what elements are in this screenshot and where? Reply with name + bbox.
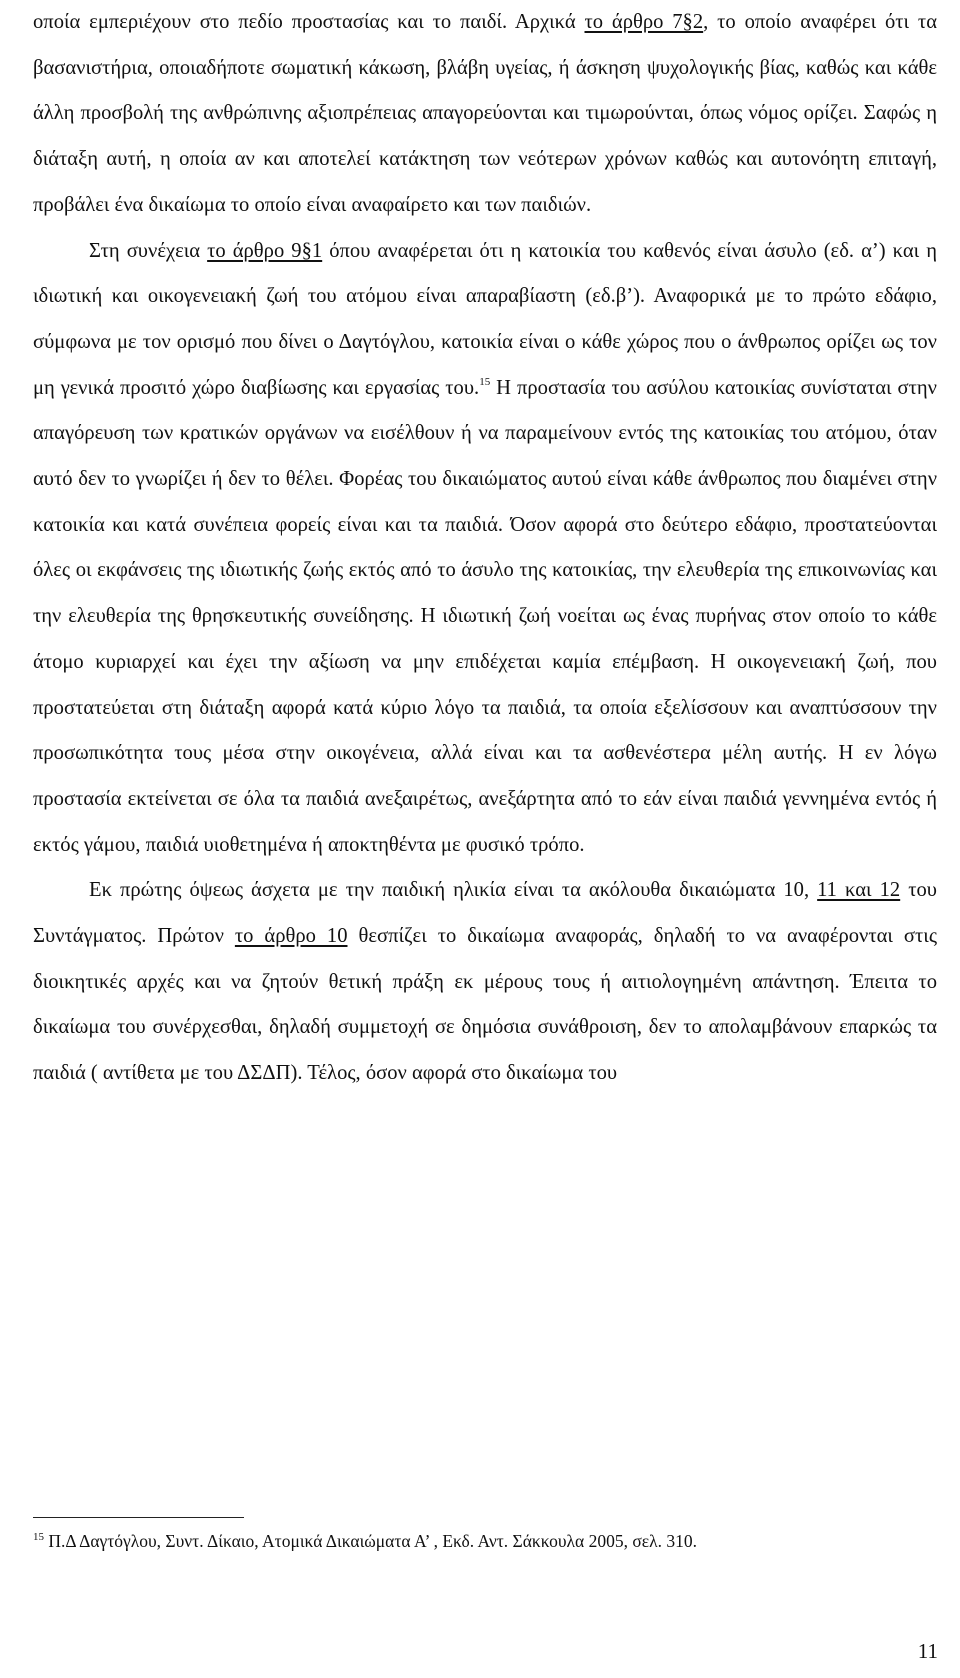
article-reference: 11 και 12	[817, 879, 901, 902]
paragraph-2	[33, 229, 937, 869]
footnote	[33, 1530, 937, 1552]
paragraph-1	[33, 0, 937, 229]
paragraph-3	[33, 868, 937, 1097]
body-text	[33, 0, 937, 1097]
footnote-reference: 15	[479, 375, 491, 388]
text-run: Στη συνέχεια	[89, 239, 208, 262]
page-number: 11	[917, 1639, 938, 1663]
text-run: Εκ πρώτης όψεως άσχετα με την παιδική ηλικία είναι τα ακόλουθα δικαιώματα 10,	[89, 879, 818, 902]
text-run: θεσπίζει το δικαίωμα αναφοράς, δηλαδή το να αναφέρονται στις διοικητικές αρχές και να ζητούν θετική πράξη εκ μέρους τους ή αιτιολογημένη απάντηση. Έπειτα το δικαίωμα του συνέρχεσθαι, δηλαδή συμμετοχή σε δημόσια συνάθροιση, δεν το απολαμβάνουν επαρκώς τα παιδιά ( αντίθετα με του ΔΣΔΠ). Τέλος, όσον αφορά στο δικαίωμα του	[33, 925, 937, 1085]
article-reference: το άρθρο 9§1	[207, 239, 323, 262]
article-reference: το άρθρο 7§2	[584, 11, 704, 33]
text-run: οποία εμπεριέχουν στο πεδίο προστασίας και το παιδί. Αρχικά	[33, 11, 585, 33]
footnote-text: Π.Δ Δαγτόγλου, Συντ. Δίκαιο, Ατομικά Δικαιώματα Α’ , Εκδ. Αντ. Σάκκουλα 2005, σελ. 310.	[44, 1531, 697, 1551]
text-run: όπου αναφέρεται ότι η κατοικία του καθενός είναι άσυλο (εδ. α’) και η ιδιωτική και οικογενειακή ζωή του ατόμου είναι απαραβίαστη (εδ.β’). Αναφορικά με το πρώτο εδάφιο, σύμφωνα με τον ορισμό που δίνει ο Δαγτόγλου, κατοικία είναι ο κάθε χώρος που ο άνθρωπος ορίζει ως τον μη γενικά προσιτό χώρο διαβίωσης και εργασίας του.	[33, 239, 937, 399]
article-reference: το άρθρο 10	[234, 925, 348, 948]
footnote-number: 15	[33, 1531, 44, 1543]
text-run: Η προστασία του ασύλου κατοικίας συνίσταται στην απαγόρευση των κρατικών οργάνων να εισέλθουν ή να παραμείνουν εντός της κατοικίας του ατόμου, όταν αυτό δεν το γνωρίζει ή δεν το θέλει. Φορέας του δικαιώματος αυτού είναι κάθε άνθρωπος που διαμένει στην κατοικία και κατά συνέπεια φορείς είναι και τα παιδιά. Όσον αφορά στο δεύτερο εδάφιο, προστατεύονται όλες οι εκφάνσεις της ιδιωτικής ζωής εκτός από το άσυλο της κατοικίας, την ελευθερία της επικοινωνίας και την ελευθερία της θρησκευτικής συνείδησης. Η ιδιωτική ζωή νοείται ως ένας πυρήνας στον οποίο το κάθε άτομο κυριαρχεί και έχει την αξίωση να μην επιδέχεται καμία επέμβαση. Η οικογενειακή ζωή, που προστατεύεται στη διάταξη αφορά κατά κύριο λόγο τα παιδιά, τα οποία εξελίσσουν και αναπτύσσουν την προσωπικότητα τους μέσα στην οικογένεια, αλλά είναι και τα ασθενέστερα μέλη αυτής. Η εν λόγω προστασία εκτείνεται σε όλα τα παιδιά ανεξαιρέτως, ανεξάρτητα από το εάν είναι παιδιά γεννημένα εντός ή εκτός γάμου, παιδιά υιοθετημένα ή αποκτηθέντα με φυσικό τρόπο.	[33, 376, 937, 856]
text-run: , το οποίο αναφέρει ότι τα βασανιστήρια, οποιαδήποτε σωματική κάκωση, βλάβη υγείας, ή άσκηση ψυχολογικής βίας, καθώς και κάθε άλλη προσβολή της ανθρώπινης αξιοπρέπειας απαγορεύονται και τιμωρούνται, όπως νόμος ορίζει. Σαφώς η διάταξη αυτή, η οποία αν και αποτελεί κατάκτηση των νεότερων χρόνων καθώς και αυτονόητη επιταγή, προβάλει ένα δικαίωμα το οποίο είναι αναφαίρετο και των παιδιών.	[33, 11, 937, 216]
footnote-separator	[33, 1517, 244, 1518]
text-run: του Συντάγματος. Πρώτον	[33, 879, 937, 948]
